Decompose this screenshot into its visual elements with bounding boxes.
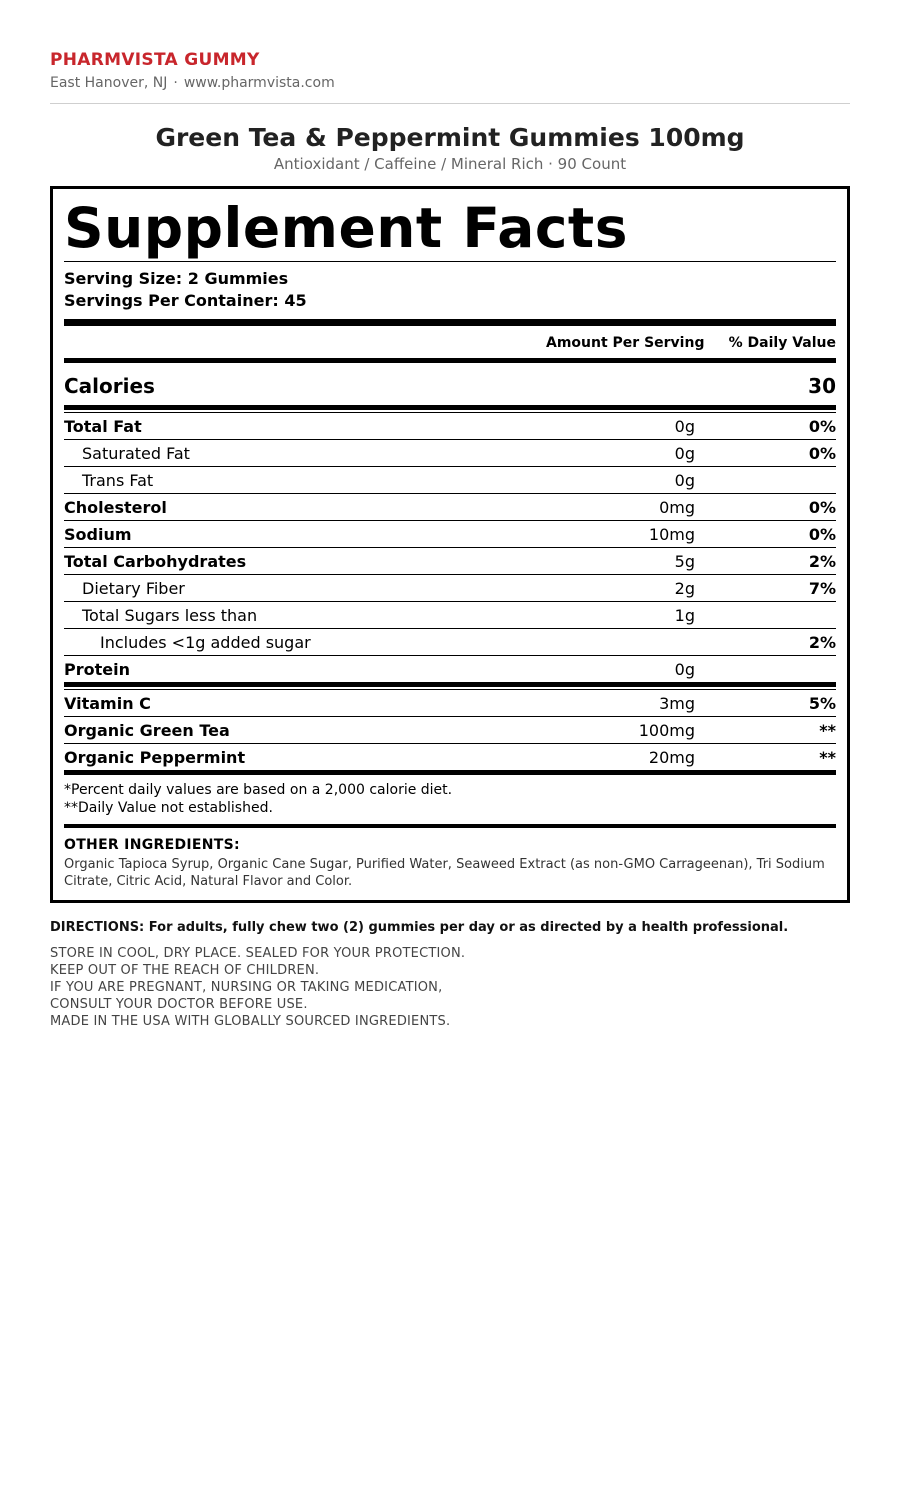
nutrient-dv: 0% bbox=[808, 497, 836, 517]
nutrient-dv: 0% bbox=[808, 416, 836, 436]
column-headers bbox=[64, 326, 836, 363]
nutrient-name: Includes <1g added sugar bbox=[100, 632, 311, 652]
storage-line: KEEP OUT OF THE REACH OF CHILDREN. bbox=[50, 963, 320, 978]
footnotes bbox=[64, 775, 836, 828]
ingredient-name: Organic Green Tea bbox=[64, 720, 230, 740]
footnote-not-established: **Daily Value not established. bbox=[64, 800, 273, 816]
nutrient-name: Total Fat bbox=[64, 416, 142, 436]
nutrient-name: Saturated Fat bbox=[82, 443, 190, 463]
ingredient-amount: 100mg bbox=[638, 720, 695, 740]
ingredient-row bbox=[64, 717, 836, 744]
ingredient-name: Organic Peppermint bbox=[64, 747, 246, 767]
nutrient-row bbox=[64, 440, 836, 467]
nutrient-name: Protein bbox=[64, 659, 130, 679]
storage-line: IF YOU ARE PREGNANT, NURSING OR TAKING MEDICATION, bbox=[50, 980, 443, 995]
ingredient-row bbox=[64, 744, 836, 775]
brand-website: www.pharmvista.com bbox=[183, 75, 335, 91]
product-subtitle: Antioxidant / Caffeine / Mineral Rich · 90 Count bbox=[273, 155, 627, 173]
nutrient-amount: 1g bbox=[674, 605, 695, 625]
nutrient-row bbox=[64, 629, 836, 656]
nutrient-amount: 5g bbox=[674, 551, 695, 571]
nutrient-dv: 0% bbox=[808, 443, 836, 463]
nutrient-row bbox=[64, 575, 836, 602]
nutrient-amount: 0g bbox=[674, 659, 695, 679]
storage-line: CONSULT YOUR DOCTOR BEFORE USE. bbox=[50, 997, 308, 1012]
nutrient-dv: 2% bbox=[808, 632, 836, 652]
ingredient-table bbox=[64, 689, 836, 775]
nutrient-name: Total Carbohydrates bbox=[64, 551, 247, 571]
nutrient-row bbox=[64, 656, 836, 687]
serving-size: Serving Size: 2 Gummies bbox=[64, 269, 289, 288]
ingredient-amount: 20mg bbox=[648, 747, 695, 767]
nutrient-row bbox=[64, 494, 836, 521]
brand-separator: · bbox=[173, 75, 178, 91]
other-ingredients-title: OTHER INGREDIENTS: bbox=[64, 837, 240, 853]
nutrient-name: Sodium bbox=[64, 524, 132, 544]
storage-warnings bbox=[50, 945, 850, 1030]
nutrient-table bbox=[64, 412, 836, 687]
nutrient-row bbox=[64, 521, 836, 548]
nutrient-row bbox=[64, 602, 836, 629]
supplement-facts-heading: Supplement Facts bbox=[64, 197, 836, 262]
amount-per-serving-header: Amount Per Serving bbox=[546, 335, 705, 351]
storage-line: MADE IN THE USA WITH GLOBALLY SOURCED INGREDIENTS. bbox=[50, 1014, 451, 1029]
ingredient-dv: 5% bbox=[808, 693, 836, 713]
ingredient-name: Vitamin C bbox=[64, 693, 151, 713]
ingredient-amount: 3mg bbox=[659, 693, 695, 713]
servings-per-container: Servings Per Container: 45 bbox=[64, 291, 307, 310]
calories-label: Calories bbox=[64, 374, 155, 398]
brand-info bbox=[50, 74, 850, 92]
ingredient-dv: ** bbox=[819, 747, 836, 767]
footnote-daily-values: *Percent daily values are based on a 2,000 calorie diet. bbox=[64, 782, 453, 798]
brand-location: East Hanover, NJ bbox=[50, 75, 168, 91]
supplement-facts-panel bbox=[50, 186, 850, 903]
serving-info bbox=[64, 262, 836, 326]
header-divider bbox=[50, 103, 850, 104]
nutrient-amount: 10mg bbox=[648, 524, 695, 544]
daily-value-header: % Daily Value bbox=[728, 335, 836, 351]
nutrient-amount: 0g bbox=[674, 470, 695, 490]
brand-name: PHARMVISTA GUMMY bbox=[50, 50, 260, 70]
calories-value: 30 bbox=[808, 374, 836, 398]
nutrient-amount: 0mg bbox=[659, 497, 695, 517]
nutrient-name: Dietary Fiber bbox=[82, 578, 185, 598]
directions-text: DIRECTIONS: For adults, fully chew two (2) gummies per day or as directed by a health professional. bbox=[50, 920, 789, 935]
label-page bbox=[50, 0, 850, 1030]
nutrient-name: Trans Fat bbox=[82, 470, 154, 490]
nutrient-row bbox=[64, 413, 836, 440]
nutrient-dv: 2% bbox=[808, 551, 836, 571]
nutrient-name: Cholesterol bbox=[64, 497, 167, 517]
ingredient-row bbox=[64, 690, 836, 717]
nutrient-name: Total Sugars less than bbox=[82, 605, 258, 625]
nutrient-amount: 2g bbox=[674, 578, 695, 598]
ingredient-dv: ** bbox=[819, 720, 836, 740]
nutrient-dv: 0% bbox=[808, 524, 836, 544]
product-title: Green Tea & Peppermint Gummies 100mg bbox=[155, 123, 745, 152]
nutrient-amount: 0g bbox=[674, 416, 695, 436]
nutrient-row bbox=[64, 548, 836, 575]
calories-row bbox=[64, 363, 836, 410]
nutrient-amount: 0g bbox=[674, 443, 695, 463]
storage-line: STORE IN COOL, DRY PLACE. SEALED FOR YOUR PROTECTION. bbox=[50, 946, 466, 961]
other-ingredients-text: Organic Tapioca Syrup, Organic Cane Sugar, Purified Water, Seaweed Extract (as non-GMO Carrageenan), Tri Sodium Citrate, Citric Acid, Natural Flavor and Color. bbox=[64, 857, 825, 889]
nutrient-dv: 7% bbox=[808, 578, 836, 598]
nutrient-row bbox=[64, 467, 836, 494]
